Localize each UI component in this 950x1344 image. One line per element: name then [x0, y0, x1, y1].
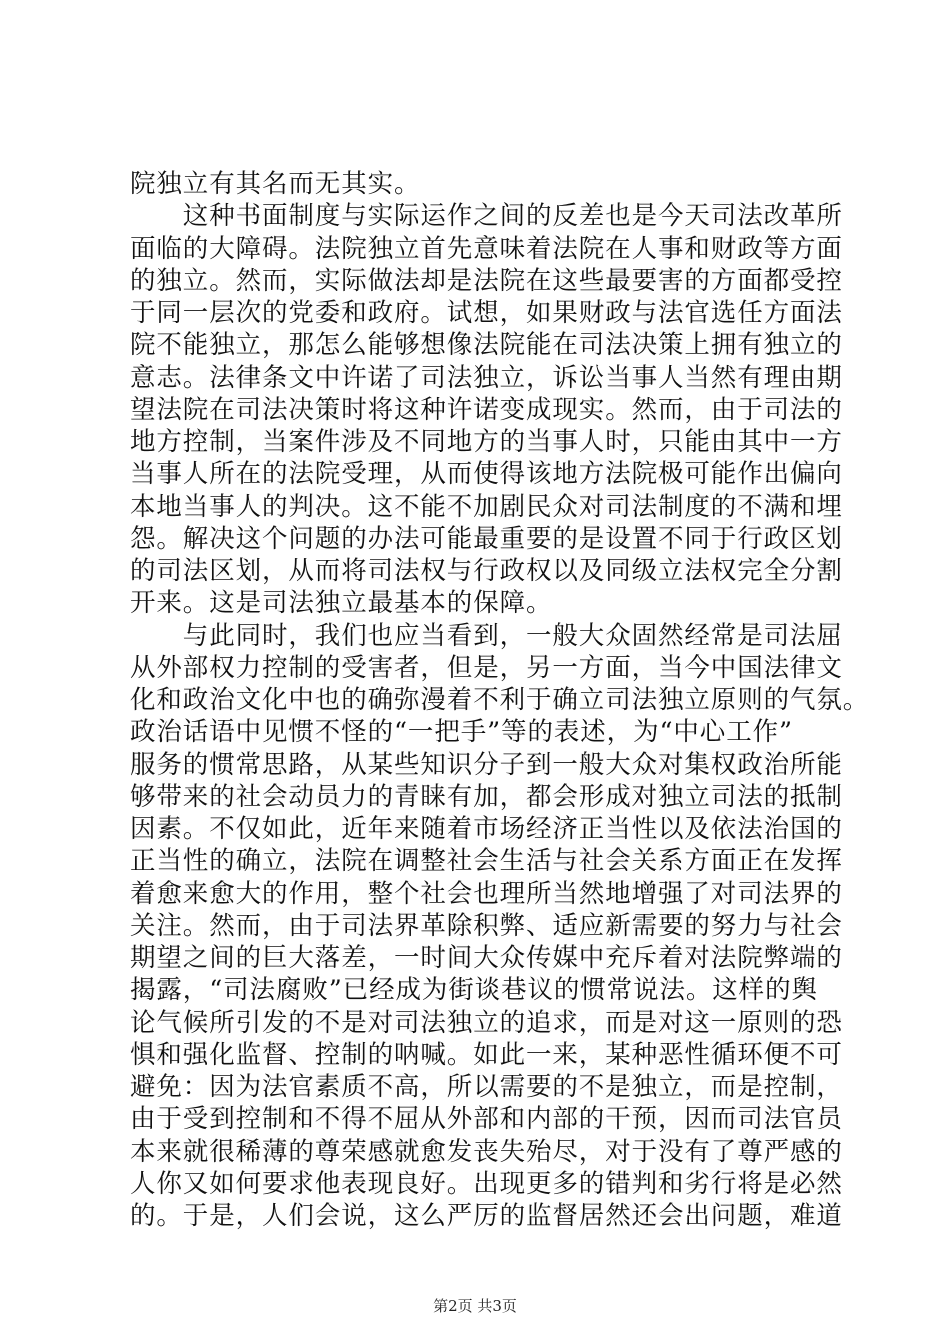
text-line: 因素。不仅如此，近年来随着市场经济正当性以及依法治国的 [130, 814, 843, 844]
text-line: 院独立有其名而无其实。 [130, 169, 421, 199]
text-line: 的独立。然而，实际做法却是法院在这些最要害的方面都受控 [130, 265, 843, 296]
text-line: 够带来的社会动员力的青睐有加，都会形成对独立司法的抵制 [130, 781, 843, 812]
text-line: 地方控制，当案件涉及不同地方的当事人时，只能由其中一方 [130, 427, 843, 457]
text-line: 服务的惯常思路，从某些知识分子到一般大众对集权政治所能 [130, 749, 843, 780]
text-line: 关注。然而，由于司法界革除积弊、适应新需要的努力与社会 [130, 910, 843, 941]
text-line: 的。于是，人们会说，这么严厉的监督居然还会出问题，难道 [130, 1201, 843, 1231]
text-line: 面临的大障碍。法院独立首先意味着法院在人事和财政等方面 [130, 233, 843, 264]
text-line: 的司法区划，从而将司法权与行政权以及同级立法权完全分割 [130, 556, 843, 586]
text-line: 意志。法律条文中许诺了司法独立，诉讼当事人当然有理由期 [130, 362, 843, 393]
text-line: 开来。这是司法独立最基本的保障。 [130, 588, 553, 619]
text-line: 本地当事人的判决。这不能不加剧民众对司法制度的不满和埋 [130, 491, 843, 522]
text-line: 人你又如何要求他表现良好。出现更多的错判和劣行将是必然 [130, 1168, 843, 1199]
text-line: 本来就很稀薄的尊荣感就愈发丧失殆尽，对于没有了尊严感的 [130, 1136, 843, 1167]
text-line: 期望之间的巨大落差，一时间大众传媒中充斥着对法院弊端的 [130, 943, 843, 973]
text-line: 与此同时，我们也应当看到，一般大众固然经常是司法屈 [130, 620, 843, 651]
text-line: 着愈来愈大的作用，整个社会也理所当然地增强了对司法界的 [130, 878, 843, 909]
text-line: 这种书面制度与实际运作之间的反差也是今天司法改革所 [130, 201, 843, 232]
text-line: 惧和强化监督、控制的呐喊。如此一来，某种恶性循环便不可 [130, 1039, 843, 1070]
text-line: 揭露，“司法腐败”已经成为街谈巷议的惯常说法。这样的舆 [130, 975, 818, 1006]
page-footer: 第2页 共3页 [433, 1297, 517, 1315]
text-line: 怨。解决这个问题的办法可能最重要的是设置不同于行政区划 [130, 523, 843, 554]
text-line: 于同一层次的党委和政府。试想，如果财政与法官选任方面法 [130, 298, 843, 328]
text-line: 化和政治文化中也的确弥漫着不利于确立司法独立原则的气氛。 [130, 685, 870, 715]
text-line: 当事人所在的法院受理，从而使得该地方法院极可能作出偏向 [130, 459, 843, 490]
text-line: 望法院在司法决策时将这种许诺变成现实。然而，由于司法的 [130, 394, 843, 425]
text-line: 院不能独立，那怎么能够想像法院能在司法决策上拥有独立的 [130, 330, 843, 361]
text-line: 避免：因为法官素质不高，所以需要的不是独立，而是控制， [130, 1072, 843, 1102]
text-line: 由于受到控制和不得不屈从外部和内部的干预，因而司法官员 [130, 1104, 843, 1135]
text-line: 政治话语中见惯不怪的“一把手”等的表述，为“中心工作” [130, 717, 793, 748]
document-body [130, 168, 870, 1232]
text-line: 论气候所引发的不是对司法独立的追求，而是对这一原则的恐 [130, 1007, 843, 1038]
text-line: 从外部权力控制的受害者，但是，另一方面，当今中国法律文 [130, 652, 843, 683]
text-line: 正当性的确立，法院在调整社会生活与社会关系方面正在发挥 [130, 846, 843, 877]
